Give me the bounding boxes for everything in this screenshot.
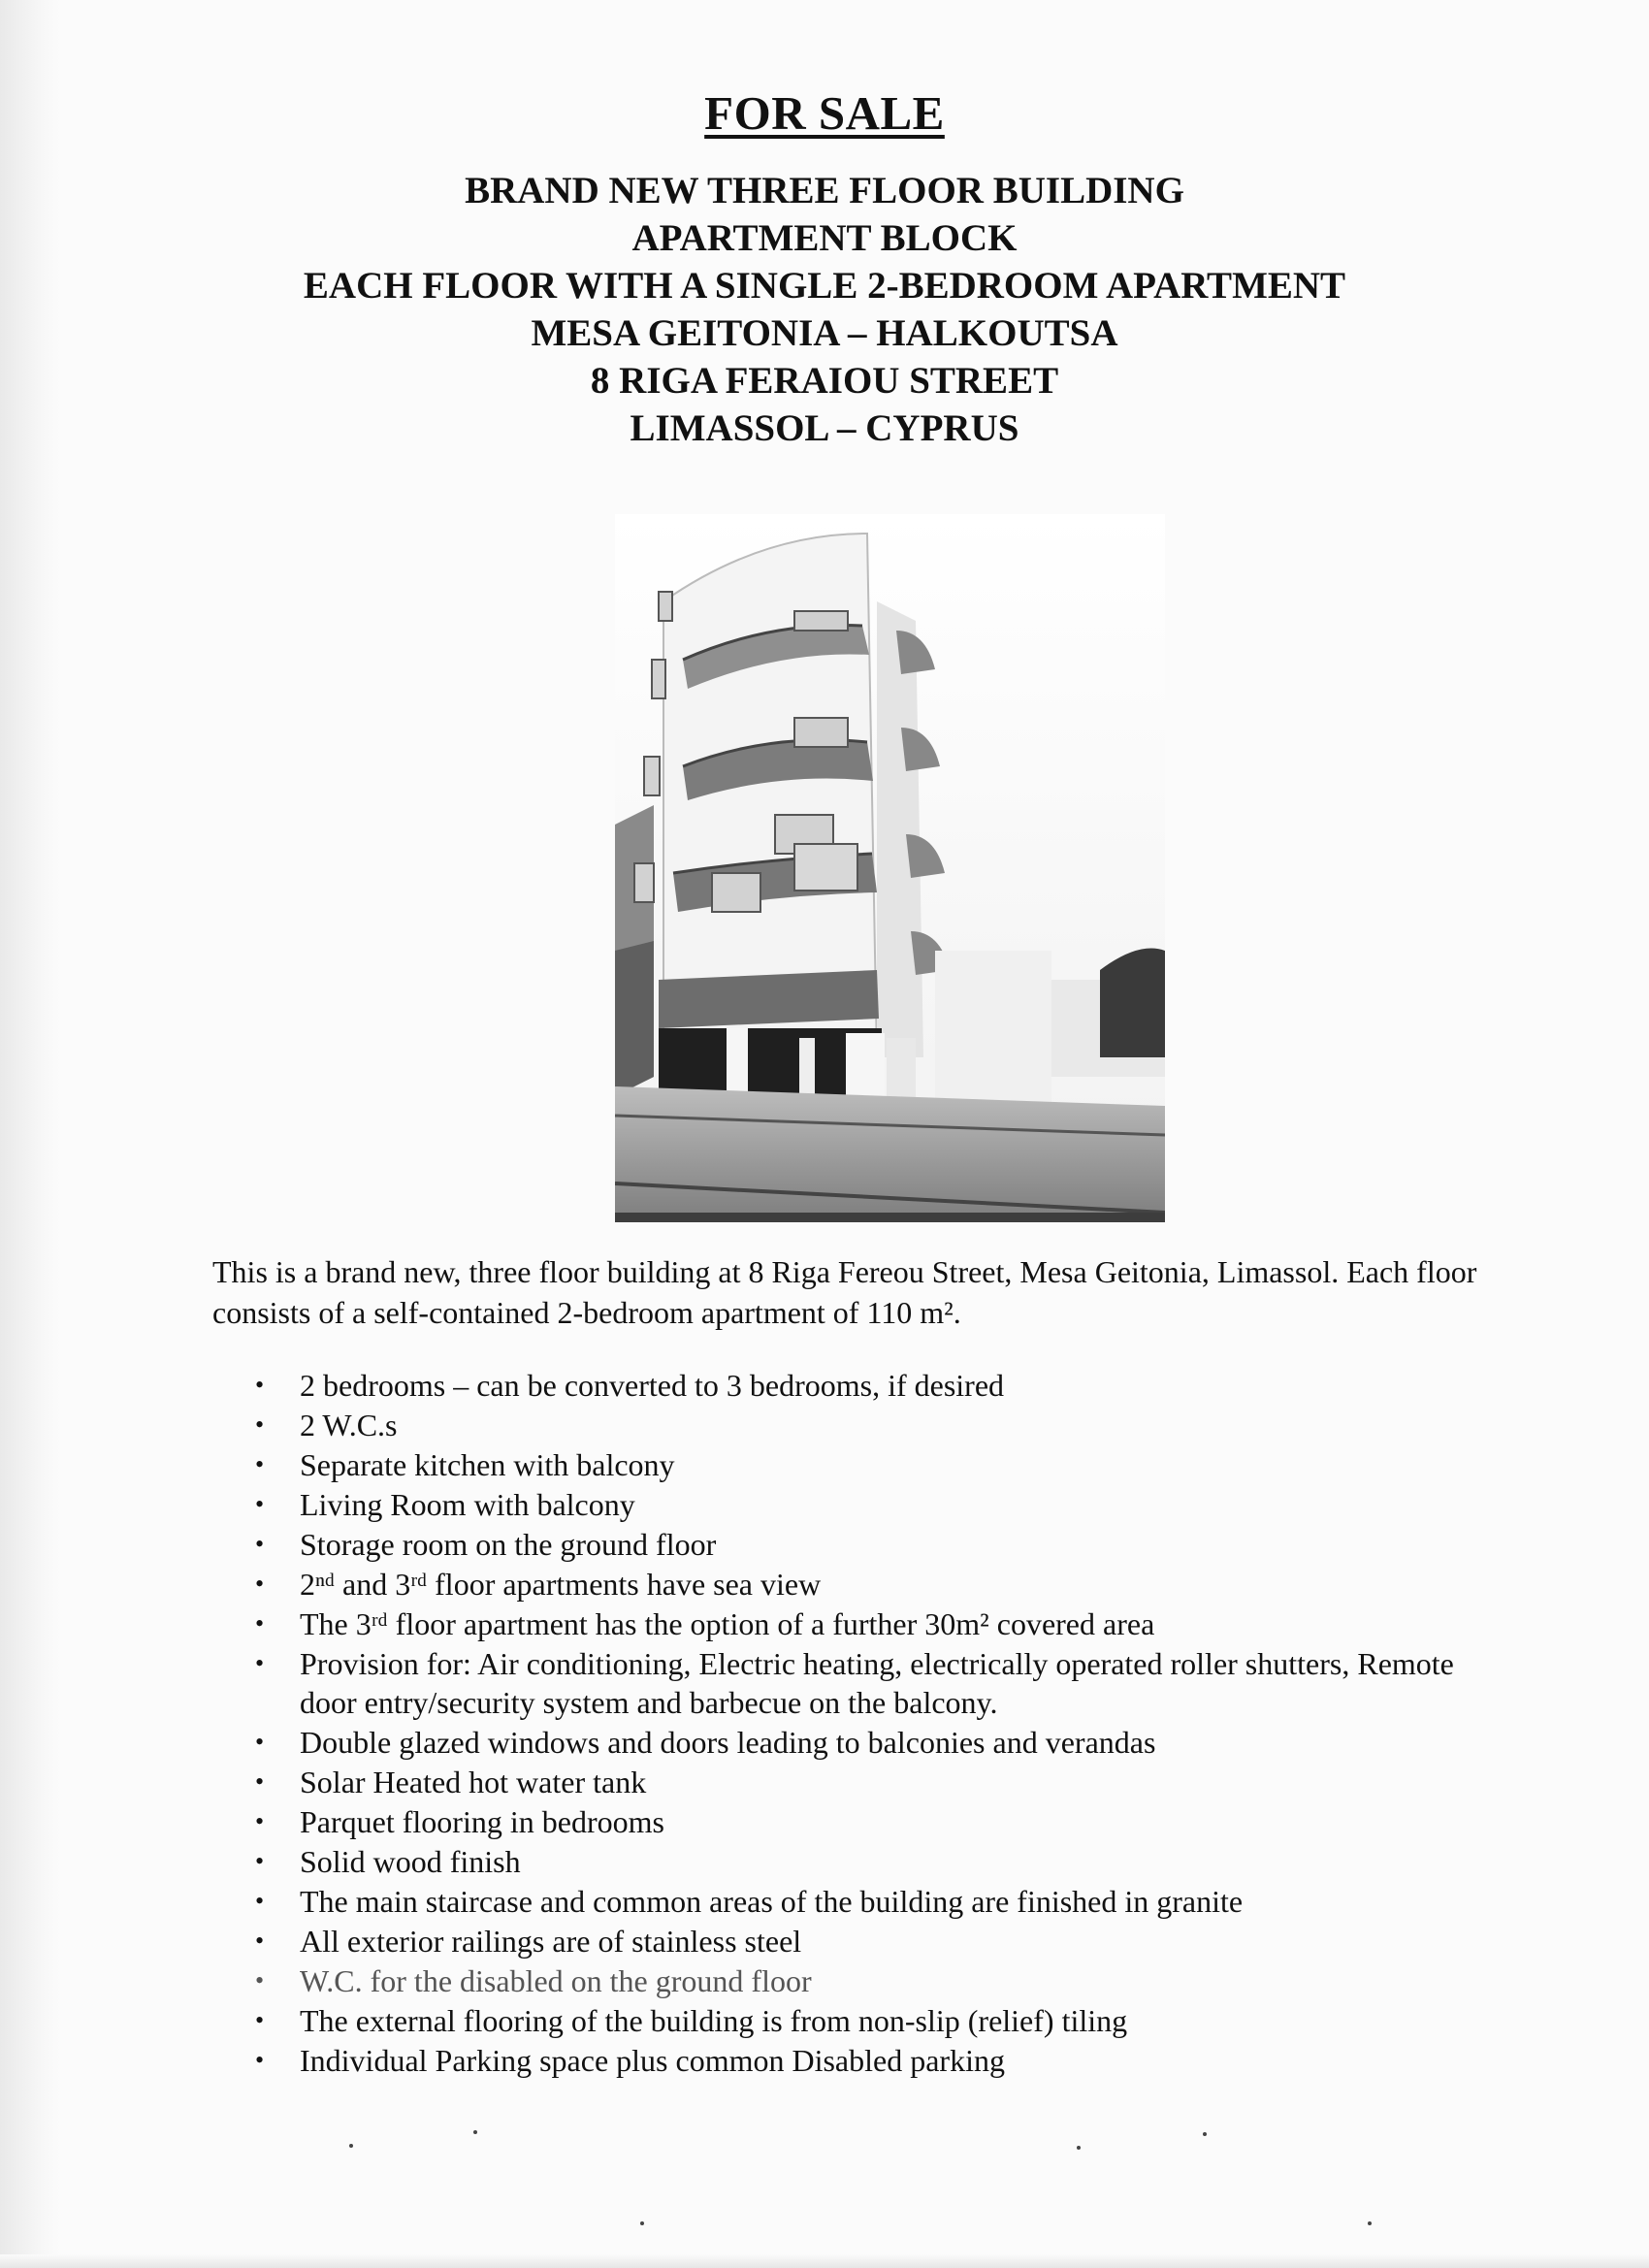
list-item: • Solar Heated hot water tank [212,1763,1512,1801]
list-item: • Solid wood finish [212,1842,1512,1881]
list-item: • The main staircase and common areas of the building are finished in granite [212,1882,1512,1921]
features-list [212,1366,1512,2081]
list-item: • Parquet flooring in bedrooms [212,1802,1512,1841]
list-item: • Double glazed windows and doors leading to balconies and verandas [212,1723,1512,1762]
property-heading [0,167,1649,452]
scan-speck [349,2144,353,2148]
heading-line: MESA GEITONIA – HALKOUTSA [531,312,1118,354]
list-item: • Living Room with balcony [212,1485,1512,1524]
document-title: FOR SALE [704,86,945,140]
heading-line: LIMASSOL – CYPRUS [630,407,1019,449]
scan-speck [473,2130,477,2134]
list-item: • 2 bedrooms – can be converted to 3 bedrooms, if desired [212,1366,1512,1405]
building-photo [615,514,1165,1222]
list-item: • Storage room on the ground floor [212,1525,1512,1564]
list-item: • 2 W.C.s [212,1406,1512,1444]
list-item: • The 3ʳᵈ floor apartment has the option of a further 30m² covered area [212,1604,1512,1643]
list-item: • All exterior railings are of stainless steel [212,1922,1512,1960]
heading-line: APARTMENT BLOCK [631,217,1018,259]
heading-line: 8 RIGA FERAIOU STREET [590,360,1059,402]
intro-paragraph: This is a brand new, three floor building at 8 Riga Fereou Street, Mesa Geitonia, Limassol. Each floor consists of a self-contained 2-bedroom apartment of 110 m². [212,1254,1477,1330]
list-item: • Separate kitchen with balcony [212,1445,1512,1484]
heading-line: BRAND NEW THREE FLOOR BUILDING [465,170,1184,211]
list-item: • The external flooring of the building is from non-slip (relief) tiling [212,2001,1512,2040]
list-item: • Individual Parking space plus common Disabled parking [212,2041,1512,2080]
scan-speck [640,2221,644,2225]
heading-line: EACH FLOOR WITH A SINGLE 2-BEDROOM APARTMENT [303,265,1346,307]
list-item: • 2ⁿᵈ and 3ʳᵈ floor apartments have sea view [212,1565,1512,1604]
scan-speck [1203,2132,1207,2136]
scan-speck [1077,2146,1081,2150]
scan-shadow-bottom [0,2254,1649,2268]
list-item: • Provision for: Air conditioning, Electric heating, electrically operated roller shutters, Remote door entry/security system and barbecue on the balcony. [212,1644,1512,1722]
scan-speck [1368,2221,1372,2225]
list-item: • W.C. for the disabled on the ground floor [212,1961,1512,2000]
